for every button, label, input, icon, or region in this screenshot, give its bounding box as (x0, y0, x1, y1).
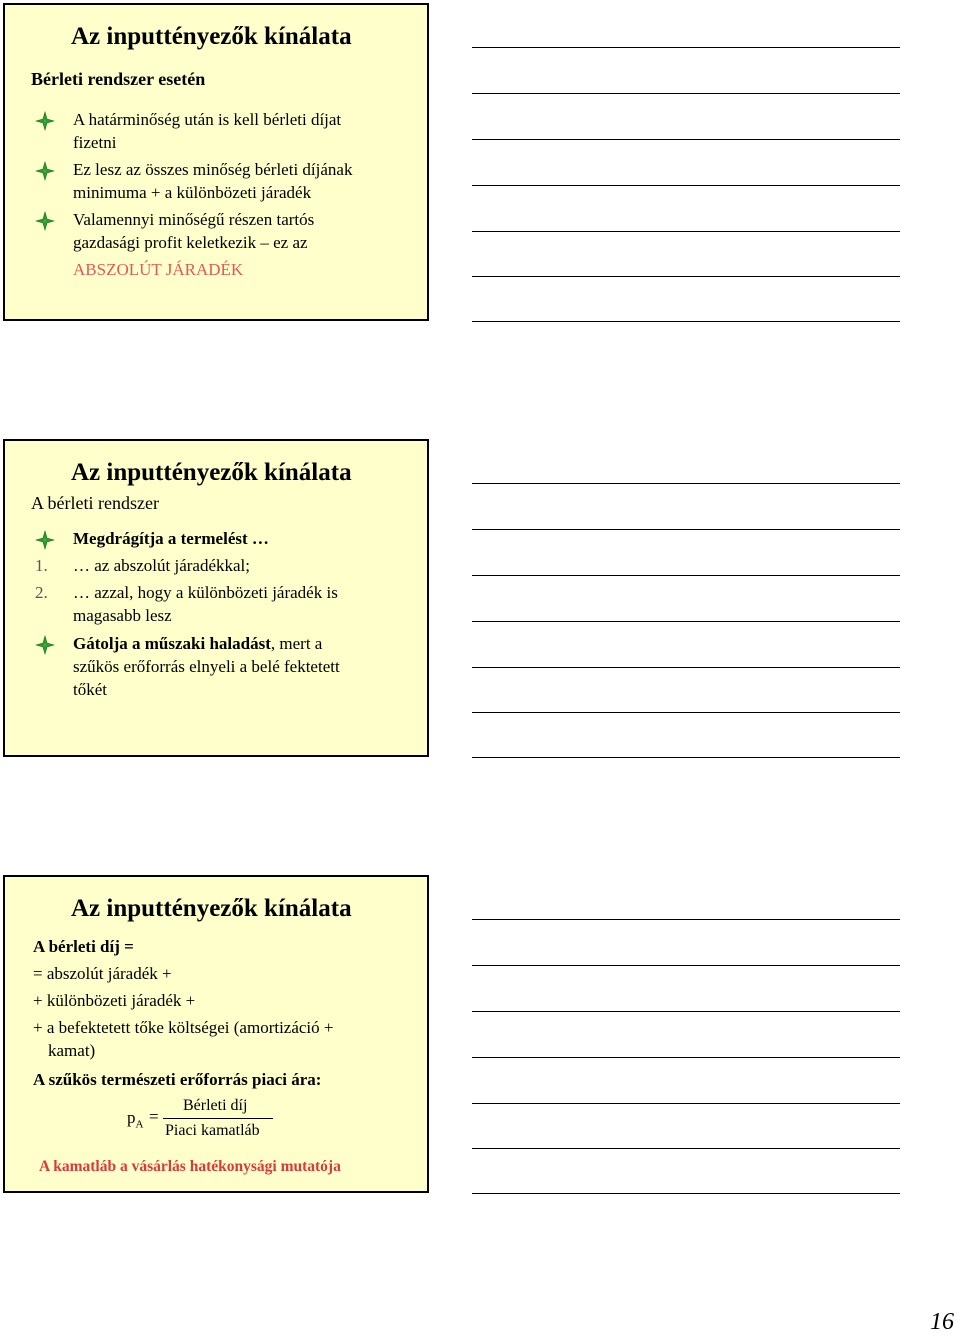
diamond-bullet-icon (35, 530, 55, 550)
rent-component: kamat) (48, 1041, 96, 1060)
slide-title: Az inputtényezők kínálata (71, 23, 352, 50)
formula-denominator: Piaci kamatláb (165, 1122, 260, 1139)
slide-subtitle: A bérleti rendszer (31, 493, 159, 513)
diamond-bullet-icon (35, 161, 55, 181)
slide-title: Az inputtényezők kínálata (71, 459, 352, 486)
rent-component: + a befektetett tőke költségei (amortizáció + (33, 1018, 334, 1037)
bullet-text: Ez lesz az összes minőség bérleti díjának minimuma + a különbözeti járadék (73, 160, 353, 202)
rent-component: + különbözeti járadék + (33, 991, 196, 1010)
list-number: 1. (35, 556, 48, 575)
slide-3 (3, 875, 429, 1193)
diamond-bullet-icon (35, 211, 55, 231)
formula-subscript: A (135, 1118, 144, 1131)
diamond-bullet-icon (35, 635, 55, 655)
page-number: 16 (930, 1309, 954, 1335)
absolute-rent-highlight: ABSZOLÚT JÁRADÉK (73, 260, 244, 279)
list-item: … az abszolút járadékkal; (73, 556, 251, 575)
price-heading: A szűkös természeti erőforrás piaci ára: (33, 1070, 322, 1089)
formula-lhs: p (127, 1108, 136, 1127)
rent-definition-heading: A bérleti díj = (33, 937, 134, 956)
formula-equals: = (149, 1107, 159, 1126)
slide-footer-note: A kamatláb a vásárlás hatékonysági mutatója (39, 1158, 341, 1175)
slide-title: Az inputtényezők kínálata (71, 895, 352, 922)
slide-subtitle: Bérleti rendszer esetén (31, 69, 206, 89)
list-item: … azzal, hogy a különbözeti járadék is magasabb lesz (73, 583, 338, 625)
diamond-bullet-icon (35, 111, 55, 131)
bullet-text: Megdrágítja a termelést … (73, 529, 269, 548)
bullet-text: Gátolja a műszaki haladást, mert a szűkös erőforrás elnyeli a belé fektetett tőkét (73, 634, 340, 699)
bullet-text: Valamennyi minőségű részen tartós gazdasági profit keletkezik – ez az ABSZOLÚT JÁRADÉK (73, 210, 315, 279)
list-number: 2. (35, 583, 48, 602)
formula-numerator: Bérleti díj (183, 1097, 248, 1114)
slide-2 (3, 439, 429, 757)
rent-component: = abszolút járadék + (33, 964, 172, 983)
slide-1 (3, 3, 429, 321)
bullet-text: A határminőség után is kell bérleti díjat fizetni (73, 110, 342, 152)
